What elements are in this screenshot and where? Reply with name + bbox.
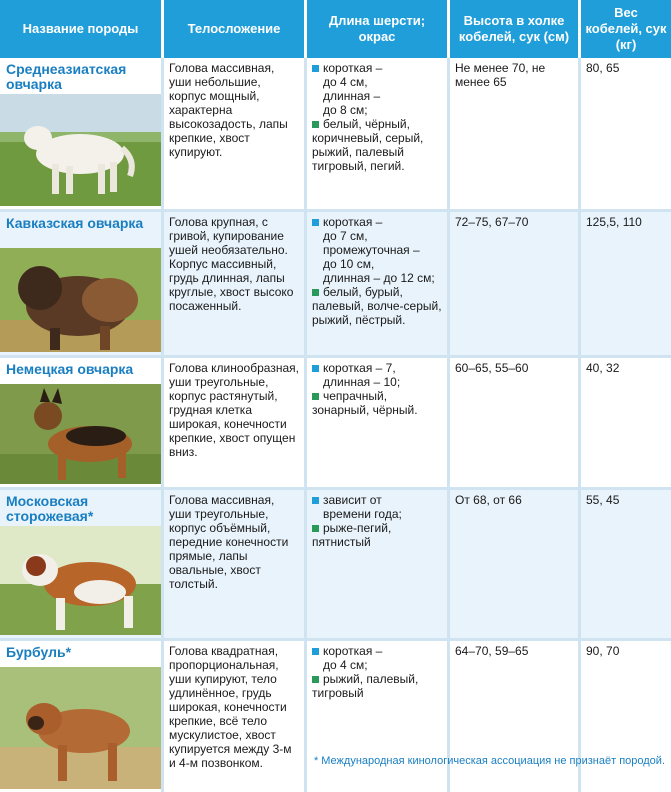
green-square-icon — [312, 121, 319, 128]
breed-name: Среднеазиатская овчарка — [6, 61, 127, 92]
coat-length-line: короткая – — [312, 644, 442, 658]
header-body: Телосложение — [164, 0, 307, 58]
green-square-icon — [312, 676, 319, 683]
blue-square-icon — [312, 365, 319, 372]
dog-photo — [0, 248, 161, 355]
blue-square-icon — [312, 497, 319, 504]
body-cell: Голова крупная, с гривой, купирование ушей необязательно. Корпус массивный, грудь длинная, лапы круглые, хвост высоко посаженный. — [164, 212, 307, 358]
blue-square-icon — [312, 648, 319, 655]
body-cell: Голова клинообразная, уши треугольные, корпус растянутый, грудная клетка широкая, конечности крепкие, хвост опущен вниз. — [164, 358, 307, 490]
coat-length-line: короткая – 7, — [312, 361, 442, 375]
coat-length-line: зависит от — [312, 493, 442, 507]
breed-name: Немецкая овчарка — [6, 361, 134, 377]
weight-cell: 80, 65 — [581, 58, 671, 212]
header-row — [0, 0, 671, 58]
coat-length-line: короткая – — [312, 215, 442, 229]
table-row — [0, 641, 671, 792]
height-cell: 60–65, 55–60 — [450, 358, 581, 490]
table-row — [0, 58, 671, 212]
coat-color-line: рыжий, палевый, тигровый — [312, 672, 419, 700]
weight-cell: 40, 32 — [581, 358, 671, 490]
header-breed: Название породы — [0, 0, 164, 58]
coat-cell: зависит от времени года; рыже-пегий, пятнистый — [307, 490, 450, 641]
body-cell: Голова квадратная, пропорциональная, уши купируют, тело удлинённое, грудь широкая, конечности крепкие, всё тело мускулистое, хвост купируется между 3-м и 4-м позвонком. — [164, 641, 307, 792]
breed-name: Кавказская овчарка — [6, 215, 144, 231]
green-square-icon — [312, 525, 319, 532]
table-row — [0, 358, 671, 490]
height-cell: От 68, от 66 — [450, 490, 581, 641]
coat-color-line: чепрачный, зонарный, чёрный. — [312, 389, 418, 417]
header-height: Высота в холке кобелей, сук (см) — [450, 0, 581, 58]
coat-length-line: короткая – — [312, 61, 442, 75]
breed-cell — [0, 58, 164, 212]
coat-color-line: белый, чёрный, коричневый, серый, рыжий, палевый тигровый, пегий. — [312, 117, 424, 173]
footnote: * Международная кинологическая ассоциация не признаёт породой. — [313, 755, 665, 767]
coat-cell: короткая – 7, длинная – 10; чепрачный, зонарный, чёрный. — [307, 358, 450, 490]
breed-name: Московская сторожевая* — [6, 493, 94, 524]
table-row — [0, 490, 671, 641]
header-coat: Длина шерсти; окрас — [307, 0, 450, 58]
blue-square-icon — [312, 219, 319, 226]
breed-cell — [0, 490, 164, 641]
breed-cell — [0, 358, 164, 490]
dog-photo — [0, 526, 161, 638]
height-cell: 64–70, 59–65 — [450, 641, 581, 792]
breed-cell — [0, 641, 164, 792]
body-cell: Голова массивная, уши небольшие, корпус мощный, характерна высокозадость, лапы крепкие, хвост купируют. — [164, 58, 307, 212]
weight-cell: 125,5, 110 — [581, 212, 671, 358]
green-square-icon — [312, 289, 319, 296]
coat-cell: короткая – до 4 см, длинная – до 8 см; белый, чёрный, коричневый, серый, рыжий, палевый тигровый, пегий. — [307, 58, 450, 212]
height-cell: 72–75, 67–70 — [450, 212, 581, 358]
weight-cell: 55, 45 — [581, 490, 671, 641]
height-cell: Не менее 70, не менее 65 — [450, 58, 581, 212]
green-square-icon — [312, 393, 319, 400]
coat-color-line: рыже-пегий, пятнистый — [312, 521, 392, 549]
table-row — [0, 212, 671, 358]
coat-cell: короткая – до 4 см; рыжий, палевый, тигровый — [307, 641, 450, 792]
dog-photo — [0, 667, 161, 792]
coat-cell: короткая – до 7 см, промежуточная – до 10 см, длинная – до 12 см; белый, бурый, палевый, волче-серый, рыжий, пёстрый. — [307, 212, 450, 358]
dog-photo — [0, 384, 161, 487]
coat-color-line: белый, бурый, палевый, волче-серый, рыжий, пёстрый. — [312, 285, 442, 327]
blue-square-icon — [312, 65, 319, 72]
header-weight: Вес кобелей, сук (кг) — [581, 0, 671, 58]
breed-cell — [0, 212, 164, 358]
body-cell: Голова массивная, уши треугольные, корпус объёмный, передние конечности прямые, лапы овальные, хвост толстый. — [164, 490, 307, 641]
breed-name: Бурбуль* — [6, 644, 72, 660]
weight-cell: 90, 70 — [581, 641, 671, 792]
dog-photo — [0, 94, 161, 209]
